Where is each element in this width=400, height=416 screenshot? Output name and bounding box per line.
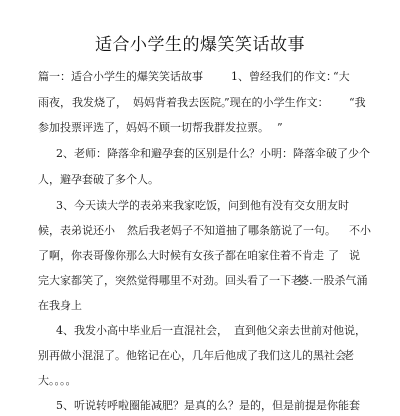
text-line	[0, 173, 400, 187]
text-segment: 1、曾经我们的作文：	[231, 70, 337, 83]
text-line	[0, 299, 400, 313]
text-segment: 完大家都笑了，突然觉得哪里不对劲。回头看了一下老	[38, 274, 302, 287]
text-segment: 妈妈背着我去医院。	[133, 96, 232, 109]
text-segment: 在我身上	[38, 299, 82, 312]
text-segment: 候，表弟说还小	[38, 224, 115, 237]
text-segment: 4、我发小高中毕业后一直混社会，	[56, 324, 228, 337]
text-segment: 人，避孕套破了多个人。	[38, 173, 159, 186]
text-segment: 别再做小混混了。他铭记在心，几年后他成了我们这儿的黑社会	[38, 349, 346, 362]
text-segment: 大。。。。	[38, 374, 77, 387]
text-segment: 然后我老妈子不知道抽了哪条筋说了一句。	[127, 224, 336, 237]
text-segment: 了啊，你表哥像你那么大时候有女孩子都在咱家住着不肯走	[38, 249, 324, 262]
text-segment: 老	[343, 349, 354, 362]
text-segment: 直到他父亲去世前对他说，	[234, 324, 366, 337]
text-segment: 参加投票评选了，妈妈不顾一切帮我群发拉票。	[38, 121, 269, 134]
text-line	[0, 274, 400, 288]
text-line	[0, 224, 400, 238]
text-segment: ？是的，但是前提是你能套	[228, 399, 360, 412]
text-line	[0, 249, 400, 263]
text-segment: 5、听说转呼啦圈能减肥？是真的么	[56, 399, 228, 412]
text-segment: “大	[333, 70, 350, 83]
text-segment: 我发烧了，	[72, 96, 127, 109]
text-segment: 3、今天读大学的表弟来我家吃饭，问到他有没有交女朋友时	[56, 199, 349, 212]
text-line	[0, 199, 400, 213]
text-segment: 了	[328, 249, 339, 262]
text-segment: ”	[277, 121, 283, 134]
text-segment: 雨夜，	[38, 96, 71, 109]
text-segment: 不小	[349, 224, 371, 237]
text-line	[0, 96, 400, 110]
text-segment: 说	[349, 249, 360, 262]
text-line	[0, 349, 400, 363]
document-title: 适合小学生的爆笑笑话故事	[95, 35, 305, 55]
text-line	[0, 147, 400, 161]
text-segment: ？小明：降落伞破了少个	[249, 147, 370, 160]
text-segment: ”现在的小学生作文：	[224, 96, 329, 109]
text-segment: 婆.一股杀气涌	[298, 274, 368, 287]
text-segment: 2、老师：降落伞和避孕套的区别是什么	[56, 147, 250, 160]
text-line	[0, 121, 400, 135]
text-line	[0, 70, 400, 84]
text-segment: “我	[349, 96, 366, 109]
text-segment: 篇一：适合小学生的爆笑笑话故事	[38, 70, 203, 83]
text-line	[0, 374, 400, 388]
text-line	[0, 324, 400, 338]
text-line	[0, 399, 400, 413]
